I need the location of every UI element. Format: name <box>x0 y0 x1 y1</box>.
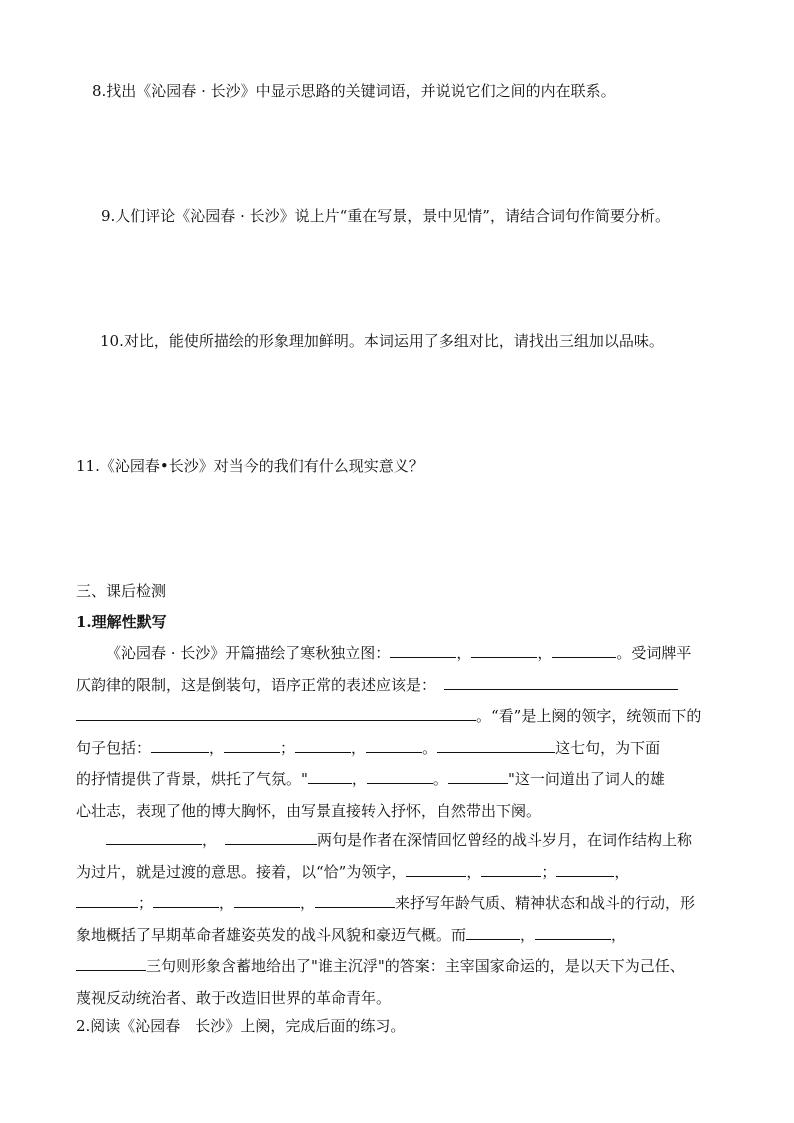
text: 这七句，为下面 <box>555 738 661 757</box>
fill-blank[interactable] <box>76 893 138 908</box>
fill-blank[interactable] <box>151 738 209 753</box>
fill-blank[interactable] <box>466 925 520 940</box>
p2-line-5 <box>76 951 724 983</box>
fill-blank[interactable] <box>437 738 555 753</box>
text: ， <box>351 770 367 788</box>
text: 句子包括： <box>76 738 152 757</box>
text: ， <box>614 862 630 881</box>
p1-line-6 <box>76 796 724 828</box>
p1-line-4 <box>76 733 724 765</box>
text: ， <box>351 738 367 757</box>
p1-line-3 <box>76 701 724 733</box>
text: "这一问道出了词人的雄 <box>507 770 665 788</box>
section-heading: 三、课后检测 <box>76 582 167 600</box>
fill-blank[interactable] <box>106 830 202 845</box>
text: 心壮志，表现了他的博大胸怀，由写景直接转入抒怀，自然带出下阕。 <box>76 801 542 820</box>
text: 三句则形象含蓄地给出了"谁主沉浮"的答案：主宰国家命运的，是以天下为己任、 <box>146 957 685 975</box>
p1-line-5 <box>76 764 724 796</box>
fill-blank[interactable] <box>308 769 352 784</box>
p2-line-4 <box>76 920 724 952</box>
fill-blank[interactable] <box>481 862 541 877</box>
text: 的抒情提供了背景，烘托了气氛。" <box>76 770 308 788</box>
fill-blank[interactable] <box>448 769 508 784</box>
text: 《沁园春 · 长沙》开篇描绘了寒秋独立图： <box>106 644 391 662</box>
text: ， <box>300 894 316 912</box>
fill-blank[interactable] <box>76 706 476 721</box>
text: ， <box>202 831 218 849</box>
text: ； <box>541 862 557 881</box>
text: ， <box>520 925 536 944</box>
text: 两句是作者在深情回忆曾经的战斗岁月，在词作结构上称 <box>317 831 693 849</box>
p2-line-3 <box>76 888 724 920</box>
fill-blank[interactable] <box>295 738 351 753</box>
p1-line-2 <box>76 670 724 702</box>
fill-blank[interactable] <box>224 738 280 753</box>
paragraph-2 <box>76 825 724 1014</box>
fill-blank[interactable] <box>367 769 433 784</box>
fill-blank[interactable] <box>406 862 466 877</box>
fill-blank[interactable] <box>390 643 456 658</box>
text: ， <box>466 862 482 881</box>
text: 蔑视反动统治者、敢于改造旧世界的革命青年。 <box>76 988 392 1007</box>
text: 。 <box>432 770 448 788</box>
text: 。受词牌平 <box>616 644 692 662</box>
question-10: 10.对比，能使所描绘的形象理加鲜明。本词运用了多组对比，请找出三组加以品味。 <box>100 332 664 350</box>
question-11: 11.《沁园春•长沙》对当今的我们有什么现实意义？ <box>76 457 424 475</box>
text: 仄韵律的限制，这是倒装句，语序正常的表述应该是： <box>76 675 437 694</box>
fill-blank[interactable] <box>444 675 678 690</box>
text: ； <box>280 738 296 757</box>
text: 象地概括了早期革命者雄姿英发的战斗风貌和豪迈气概。而 <box>76 925 467 944</box>
text: 来抒写年龄气质、精神状态和战斗的行动，形 <box>395 894 696 912</box>
p2-line-2 <box>76 857 724 889</box>
fill-blank[interactable] <box>153 893 219 908</box>
question-9: 9.人们评论《沁园春 · 长沙》说上片“重在写景，景中见情”，请结合词句作简要分析。 <box>101 207 670 225</box>
text: ； <box>138 894 154 912</box>
text: ， <box>456 644 472 662</box>
text: ， <box>209 738 225 757</box>
question-8: 8.找出《沁园春 · 长沙》中显示思路的关键词语，并说说它们之间的内在联系。 <box>92 82 616 100</box>
fill-blank[interactable] <box>471 643 537 658</box>
fill-blank[interactable] <box>76 956 146 971</box>
text: ， <box>537 644 553 662</box>
fill-blank[interactable] <box>556 862 614 877</box>
p1-line-1 <box>76 638 724 670</box>
p2-line-6 <box>76 983 724 1015</box>
fill-blank[interactable] <box>234 893 300 908</box>
text: 。 <box>422 738 438 757</box>
fill-blank[interactable] <box>535 925 611 940</box>
text: 。“看”是上阕的领字，统领而下的 <box>476 707 702 725</box>
paragraph-1 <box>76 638 724 827</box>
fill-blank[interactable] <box>366 738 422 753</box>
text: ， <box>219 894 235 912</box>
fill-blank[interactable] <box>225 830 317 845</box>
fill-blank[interactable] <box>552 643 616 658</box>
text: ， <box>611 925 627 944</box>
text: 为过片，就是过渡的意思。接着，以“恰”为领字， <box>76 862 407 881</box>
p2-line-1 <box>76 825 724 857</box>
fill-blank[interactable] <box>315 893 395 908</box>
item-1-title: 1.理解性默写 <box>76 613 167 631</box>
item-2: 2.阅读《沁园春 长沙》上阕，完成后面的练习。 <box>76 1017 406 1035</box>
